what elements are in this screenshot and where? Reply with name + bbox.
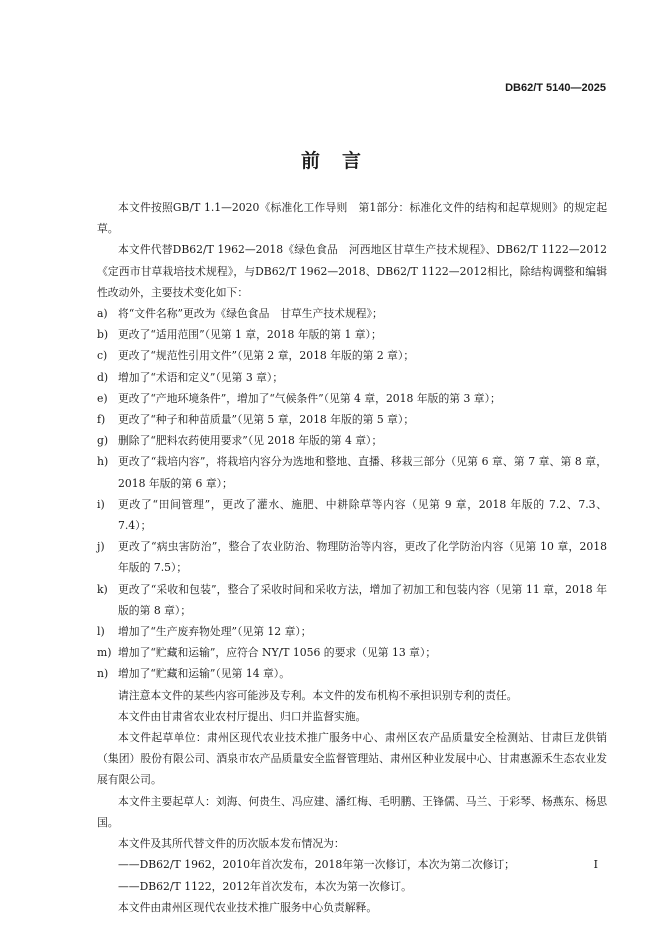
document-body <box>97 197 607 918</box>
drafters: 本文件主要起草人：刘海、何贵生、冯应建、潘红梅、毛明鹏、王锋儒、马兰、于彩琴、杨燕东、杨思国。 <box>97 794 607 829</box>
list-item <box>97 430 607 451</box>
list-item <box>97 345 607 366</box>
list-item <box>97 388 607 409</box>
list-marker: k) <box>97 582 108 596</box>
list-marker: j) <box>97 540 105 554</box>
list-marker: n) <box>97 667 109 681</box>
list-item-text: 增加了“贮藏和运输”（见第 14 章）。 <box>118 667 290 681</box>
list-item-text: 增加了“生产废弃物处理”（见第 12 章）； <box>118 625 312 639</box>
list-marker: i) <box>97 497 105 511</box>
history-line: ——DB62/T 1962，2010年首次发布，2018年第一次修订，本次为第二次修订； <box>118 858 515 872</box>
list-item-text: 增加了“术语和定义”（见第 3 章）； <box>118 370 284 384</box>
list-item-text: 增加了“贮藏和运输”，应符合 NY/T 1056 的要求（见第 13 章）； <box>118 646 437 660</box>
list-item <box>97 324 607 345</box>
list-item-text: 更改了“产地环境条件”，增加了“气候条件”（见第 4 章，2018 年版的第 3 章）； <box>118 391 501 405</box>
list-marker: m) <box>97 646 112 660</box>
document-id: DB62/T 5140—2025 <box>505 82 606 94</box>
history-intro: 本文件及其所代替文件的历次版本发布情况为： <box>118 837 345 851</box>
list-item-text: 更改了“病虫害防治”，整合了农业防治、物理防治等内容，更改了化学防治内容（见第 10 章，2018 年版的 7.5）； <box>118 540 607 575</box>
changes-list <box>97 303 607 685</box>
list-marker: d) <box>97 370 109 384</box>
list-item-text: 更改了“栽培内容”，将栽培内容分为选地和整地、直播、移栽三部分（见第 6 章、第 7 章、第 8 章，2018 年版的第 6 章）； <box>118 455 607 490</box>
list-marker: f) <box>97 413 106 427</box>
drafting-units: 本文件起草单位：肃州区现代农业技术推广服务中心、肃州区农产品质量安全检测站、甘肃巨龙供销（集团）股份有限公司、酒泉市农产品质量安全监督管理站、肃州区种业发展中心、甘肃惠源禾生态农业发展有限公司。 <box>97 731 607 787</box>
list-item <box>97 642 607 663</box>
list-item <box>97 536 607 578</box>
patent-notice: 请注意本文件的某些内容可能涉及专利。本文件的发布机构不承担识别专利的责任。 <box>118 688 518 702</box>
list-item-text: 将“文件名称”更改为《绿色食品 甘草生产技术规程》； <box>118 307 383 321</box>
list-marker: c) <box>97 349 108 363</box>
list-item-text: 更改了“田间管理”，更改了灌水、施肥、中耕除草等内容（见第 9 章，2018 年版的 7.2、7.3、7.4）； <box>118 497 607 533</box>
list-item <box>97 663 607 684</box>
history-line: ——DB62/T 1122，2012年首次发布，本次为第一次修订。 <box>118 879 412 893</box>
list-item-text: 更改了“适用范围”（见第 1 章，2018 年版的第 1 章）； <box>118 328 382 342</box>
list-marker: g) <box>97 434 109 448</box>
list-marker: b) <box>97 328 109 342</box>
list-marker: a) <box>97 307 108 321</box>
page-number: I <box>593 858 598 871</box>
list-item <box>97 451 607 493</box>
list-item <box>97 494 607 536</box>
list-marker: l) <box>97 625 105 639</box>
interpretation-paragraph: 本文件由肃州区现代农业技术推广服务中心负责解释。 <box>118 900 378 914</box>
list-item <box>97 367 607 388</box>
list-item <box>97 621 607 642</box>
intro-paragraph: 本文件代替DB62/T 1962—2018《绿色食品 河西地区甘草生产技术规程》、DB62/T 1122—2012《定西市甘草栽培技术规程》，与DB62/T 1962—2018、DB62/T 1122—2012相比，除结构调整和编辑性改动外，主要技术变化如下： <box>97 243 607 299</box>
list-item-text: 更改了“采收和包装”，整合了采收时间和采收方法，增加了初加工和包装内容（见第 11 章，2018 年版的第 8 章）； <box>118 582 607 617</box>
list-item <box>97 409 607 430</box>
proposer-paragraph: 本文件由甘肃省农业农村厅提出、归口并监督实施。 <box>118 709 367 723</box>
list-marker: h) <box>97 455 109 469</box>
intro-paragraph: 本文件按照GB/T 1.1—2020《标准化工作导则 第1部分：标准化文件的结构和起草规则》的规定起草。 <box>97 201 607 236</box>
page-title: 前言 <box>300 150 383 172</box>
list-item <box>97 579 607 621</box>
list-marker: e) <box>97 391 108 405</box>
list-item <box>97 303 607 324</box>
list-item-text: 更改了“种子和种苗质量”（见第 5 章，2018 年版的第 5 章）； <box>118 413 415 427</box>
list-item-text: 更改了“规范性引用文件”（见第 2 章，2018 年版的第 2 章）； <box>118 349 415 363</box>
list-item-text: 删除了“肥料农药使用要求”（见 2018 年版的第 4 章）； <box>118 434 383 448</box>
